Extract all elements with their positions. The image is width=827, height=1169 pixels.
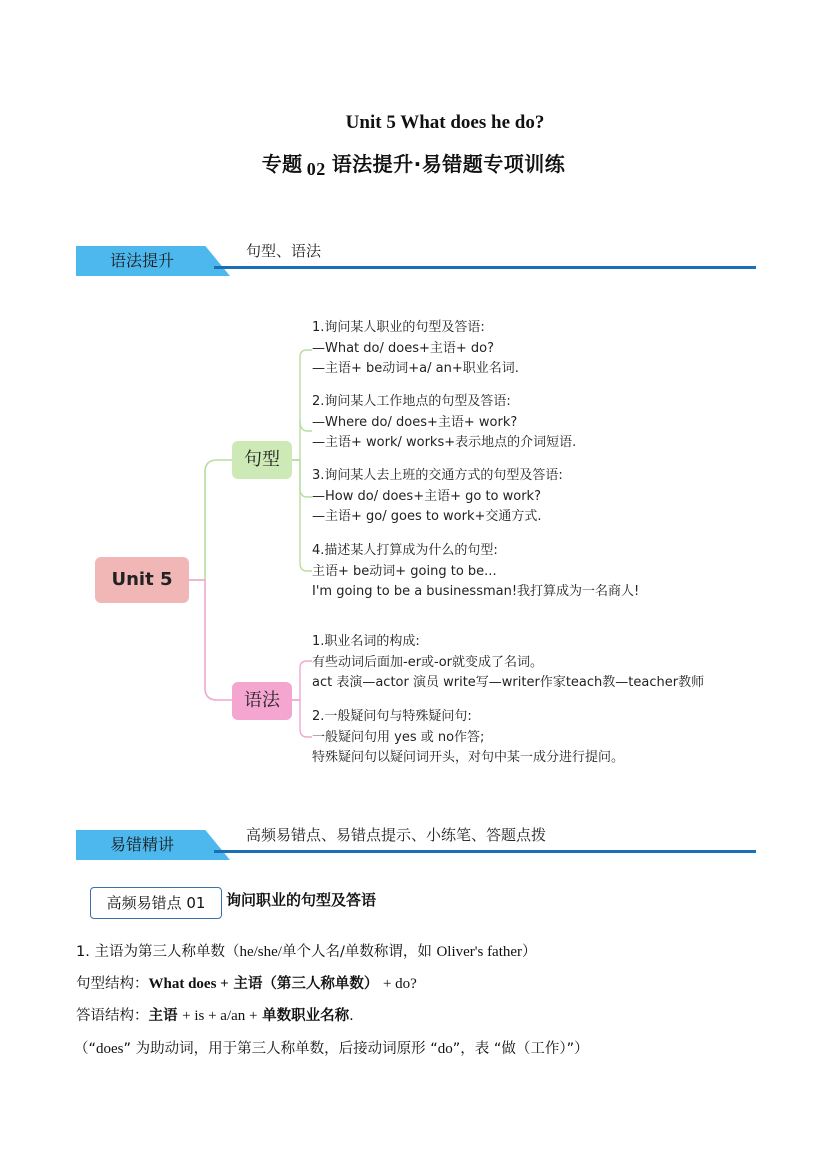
grammar-item-1: 1.职业名词的构成: 有些动词后面加-er或-or就变成了名词。 act 表演—actor 演员 write写—writer作家teach教—teacher教师	[312, 634, 705, 690]
section-tab-label: 语法提升	[109, 251, 174, 270]
section-subtitle: 高频易错点、易错点提示、小练笔、答题点拨	[246, 826, 547, 844]
sentence-item-2: 2.询问某人工作地点的句型及答语: —Where do/ does+主语+ work? —主语+ work/ works+表示地点的介词短语.	[312, 394, 577, 450]
body-line-4: （“does” 为助动词，用于第三人称单数，后接动词原形 “do”，表 “做（工作）”）	[74, 1041, 589, 1057]
section-tab-label: 易错精讲	[109, 835, 174, 854]
section-rule	[214, 850, 756, 853]
title-number: 02	[306, 159, 326, 179]
mind-map-branch-grammar: 语法	[232, 682, 292, 720]
error-point-label: 高频易错点 01	[90, 887, 222, 919]
body-line-1: 1. 主语为第三人称单数（he/she/单个人名/单数称谓，如 Oliver's father）	[76, 944, 537, 960]
page-title-english: Unit 5 What does he do?	[345, 112, 545, 133]
section-subtitle: 句型、语法	[246, 242, 322, 260]
body-line-3: 答语结构：主语 + is + a/an + 单数职业名称.	[76, 1008, 354, 1024]
body-line-2: 句型结构：What does + 主语（第三人称单数） + do?	[76, 976, 417, 992]
grammar-item-2: 2.一般疑问句与特殊疑问句: 一般疑问句用 yes 或 no作答; 特殊疑问句以疑问词开头，对句中某一成分进行提问。	[312, 709, 625, 765]
mind-map-branch-sentence: 句型	[232, 441, 292, 479]
error-point-title: 询问职业的句型及答语	[226, 891, 377, 909]
title-prefix: 专题	[261, 152, 303, 176]
sentence-item-1: 1.询问某人职业的句型及答语: —What do/ does+主语+ do? —主语+ be动词+a/ an+职业名词.	[312, 320, 519, 376]
sentence-item-4: 4.描述某人打算成为什么的句型: 主语+ be动词+ going to be... I'm going to be a businessman!我打算成为一名商人!	[312, 543, 640, 599]
sentence-item-3: 3.询问某人去上班的交通方式的句型及答语: —How do/ does+主语+ go to work? —主语+ go/ goes to work+交通方式.	[312, 468, 563, 524]
title-suffix: 语法提升·易错题专项训练	[331, 152, 566, 176]
section-header-errors	[76, 824, 756, 864]
mind-map-root: Unit 5	[95, 557, 189, 603]
